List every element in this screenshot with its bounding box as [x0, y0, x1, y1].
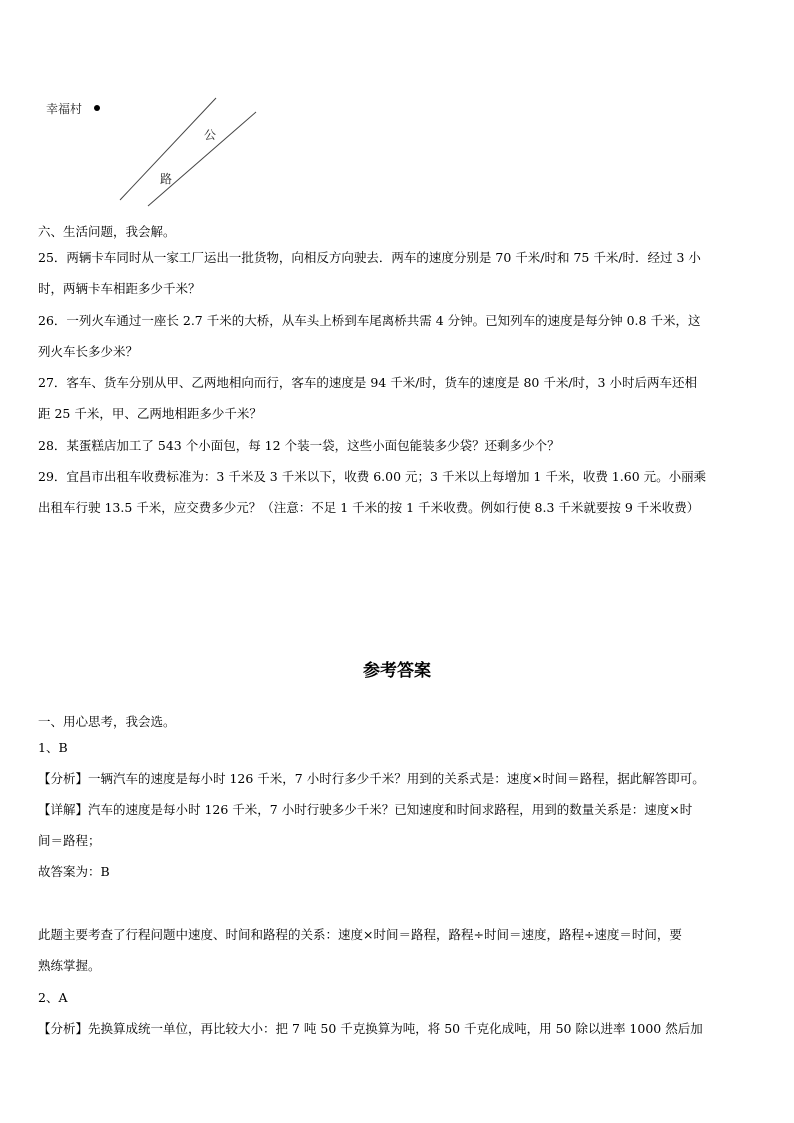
q28-line-1: 28．某蛋糕店加工了 543 个小面包，每 12 个装一袋，这些小面包能装多少袋？还剩多少个？: [38, 438, 560, 453]
q25-line-1: 25．两辆卡车同时从一家工厂运出一批货物，向相反方向驶去．两车的速度分别是 70 千米/时和 75 千米/时．经过 3 小: [38, 250, 701, 265]
q29-line-1: 29．宜昌市出租车收费标准为：3 千米及 3 千米以下，收费 6.00 元；3 千米以上每增加 1 千米，收费 1.60 元。小丽乘: [38, 469, 707, 484]
answer-1-detail-line-1: 【详解】汽车的速度是每小时 126 千米，7 小时行驶多少千米？已知速度和时间求路程，用到的数量关系是：速度×时: [38, 802, 693, 817]
q26-line-2: 列火车长多少米？: [38, 344, 139, 359]
answer-1-analysis: 【分析】一辆汽车的速度是每小时 126 千米，7 小时行多少千米？用到的关系式是：速度×时间＝路程，据此解答即可。: [38, 771, 705, 786]
answer-1-note-line-1: 此题主要考查了行程问题中速度、时间和路程的关系：速度×时间＝路程，路程÷时间＝速度，路程÷速度＝时间，要: [38, 927, 682, 942]
section6-heading: 六、生活问题，我会解。: [38, 224, 176, 239]
village-label: 幸福村: [46, 102, 83, 116]
q27-line-2: 距 25 千米，甲、乙两地相距多少千米？: [38, 406, 262, 421]
answer-1-note-line-2: 熟练掌握。: [38, 958, 101, 973]
road-figure: [36, 92, 296, 212]
village-dot-icon: [94, 105, 100, 111]
answer-2-number: 2、A: [38, 990, 68, 1005]
road-label-char-2: 路: [160, 172, 173, 186]
answer-1-detail-line-2: 间＝路程；: [38, 833, 101, 848]
q26-line-1: 26．一列火车通过一座长 2.7 千米的大桥，从车头上桥到车尾离桥共需 4 分钟。已知列车的速度是每分钟 0.8 千米，这: [38, 313, 701, 328]
part1-heading: 一、用心思考，我会选。: [38, 714, 176, 729]
road-edge-right: [148, 112, 256, 206]
q25-line-2: 时，两辆卡车相距多少千米？: [38, 281, 201, 296]
road-label-char-1: 公: [204, 128, 217, 142]
answer-1-result: 故答案为：B: [38, 864, 110, 879]
answer-2-analysis: 【分析】先换算成统一单位，再比较大小：把 7 吨 50 千克换算为吨，将 50 千克化成吨，用 50 除以进率 1000 然后加: [38, 1021, 703, 1036]
answers-title: 参考答案: [363, 661, 431, 681]
answer-1-number: 1、B: [38, 740, 68, 755]
q27-line-1: 27．客车、货车分别从甲、乙两地相向而行，客车的速度是 94 千米/时，货车的速度是 80 千米/时，3 小时后两车还相: [38, 375, 697, 390]
q29-line-2: 出租车行驶 13.5 千米，应交费多少元？（注意：不足 1 千米的按 1 千米收费。例如行使 8.3 千米就要按 9 千米收费）: [38, 500, 700, 515]
